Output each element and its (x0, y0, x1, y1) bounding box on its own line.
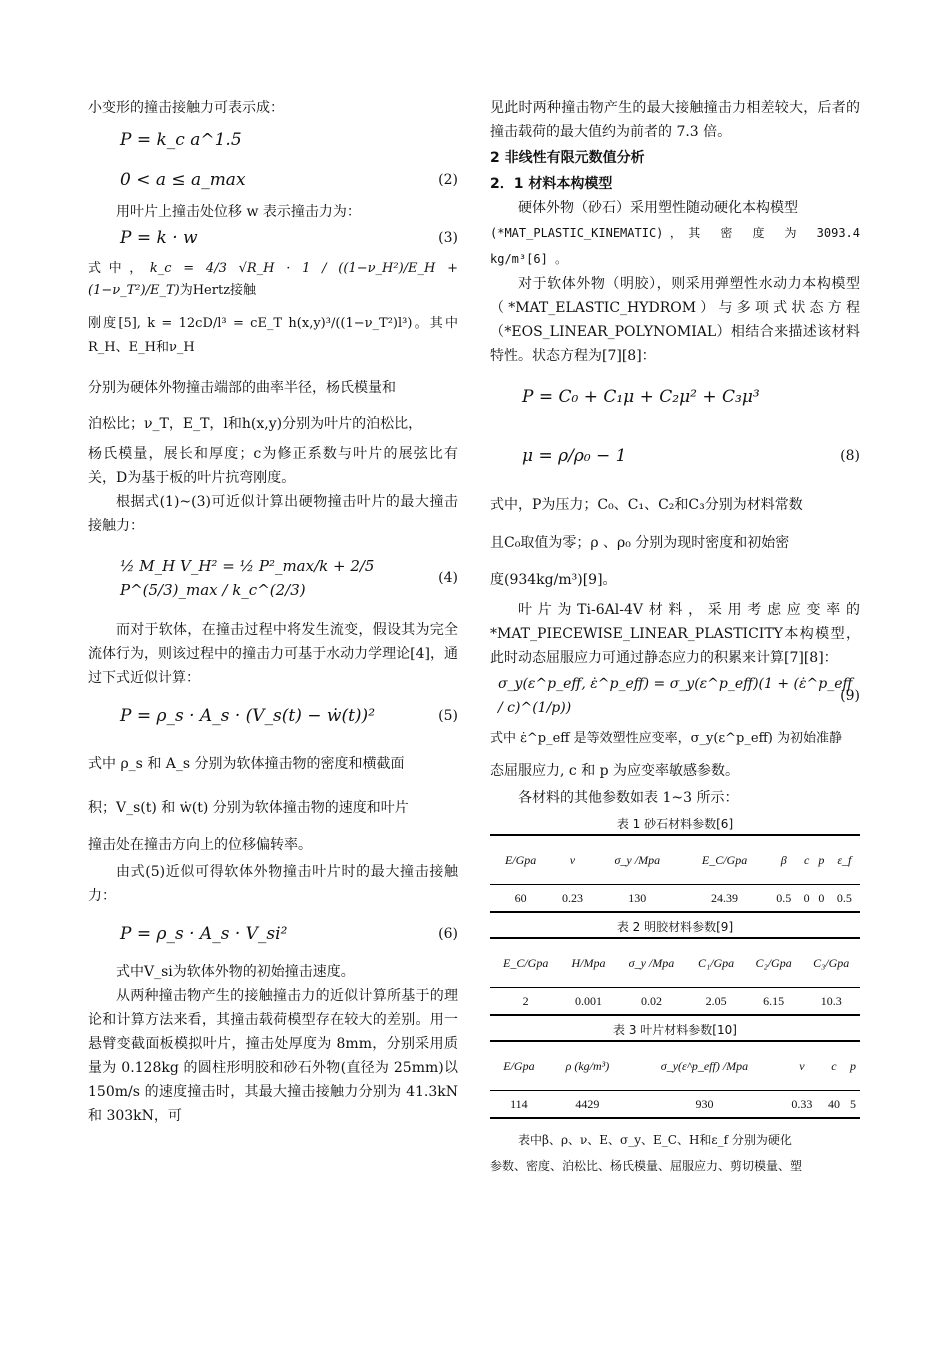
equation-number: (6) (438, 926, 458, 942)
table-cell: 2.05 (687, 988, 745, 1016)
table-cell: 114 (490, 1091, 548, 1119)
paragraph: 式中，P为压力；C₀、C₁、C₂和C₃分别为材料常数 (490, 497, 803, 513)
table-cell: 4429 (548, 1091, 627, 1119)
table-header-cell: C₁/Gpa (687, 938, 745, 988)
table-header-cell: E_C/Gpa (681, 835, 768, 885)
table-header-cell: C₂/Gpa (745, 938, 803, 988)
table-3-caption: 表 3 叶片材料参数[10] (613, 1023, 737, 1037)
equation-4: ½ M_H V_H² = ½ P²_max/k + 2/5 P^(5/3)_max / k_c^(2/3) (4) (120, 557, 458, 599)
table-cell: 130 (594, 885, 681, 913)
subsection-heading: 2．1 材料本构模型 (490, 176, 613, 192)
table-header-cell: E/Gpa (490, 835, 551, 885)
paragraph: 式中 ρ_s 和 A_s 分别为软体撞击物的密度和横截面 (88, 756, 405, 772)
table-header-cell: H/Mpa (561, 938, 615, 988)
hertz-stiffness-formula: k_c = 4/3 √R_H · 1 / ((1−ν_H²)/E_H + (1−ν_T²)/E_T) (88, 261, 458, 298)
table-cell: 0.5 (768, 885, 799, 913)
paragraph: 见此时两种撞击物产生的最大接触撞击力相差较大，后者的撞击载荷的最大值约为前者的 7.3 倍。 (490, 100, 860, 140)
section-heading: 2 非线性有限元数值分析 (490, 150, 645, 166)
paragraph: 各材料的其他参数如表 1~3 所示： (518, 790, 739, 806)
equation-5: P = ρ_s · A_s · (V_s(t) − ẇ(t))² (5) (120, 706, 458, 726)
table-header-cell: σ_y /Mpa (594, 835, 681, 885)
table-header-cell: c (822, 1041, 846, 1091)
right-column (490, 96, 860, 1179)
paragraph: 式中，k_c = 4/3 √R_H · 1 / ((1−ν_H²)/E_H + (1−ν_T²)/E_T)为Hertz接触 (88, 261, 458, 298)
paragraph: 对于软体外物（明胶），则采用弹塑性水动力本构模型（*MAT_ELASTIC_HYDROM）与多项式状态方程（*EOS_LINEAR_POLYNOMIAL）相结合来描述该材料特性。状态方程为[7][8]： (490, 276, 860, 364)
paragraph: 表中β、ρ、ν、E、σ_y、E_C、H和ε_f 分别为硬化 (518, 1133, 792, 1147)
table-cell: 24.39 (681, 885, 768, 913)
table-1 (490, 834, 860, 913)
paragraph: 且C₀取值为零；ρ 、ρ₀ 分别为现时密度和初始密 (490, 535, 790, 551)
equation-3: P = k · w (3) (120, 228, 458, 248)
table-header-cell: p (814, 835, 829, 885)
table-cell: 0 (814, 885, 829, 913)
paragraph: 度(934kg/m³)[9]。 (490, 572, 617, 588)
paragraph: 硬体外物（砂石）采用塑性随动硬化本构模型 (518, 200, 798, 216)
equation-number: (3) (438, 230, 458, 246)
table-cell: 2 (490, 988, 561, 1016)
table-cell: 0.02 (616, 988, 688, 1016)
table-header-row (490, 1041, 860, 1091)
table-1-caption: 表 1 砂石材料参数[6] (616, 817, 734, 831)
equation-number: (8) (840, 448, 860, 464)
table-header-cell: ρ (kg/m³) (548, 1041, 627, 1091)
table-cell: 10.3 (802, 988, 860, 1016)
paragraph: 参数、密度、泊松比、杨氏模量、屈服应力、剪切模量、塑 (490, 1159, 803, 1173)
equation-number: (9) (840, 688, 860, 704)
table-cell: 0 (799, 885, 814, 913)
paragraph: 叶片为Ti-6Al-4V材料，采用考虑应变率的*MAT_PIECEWISE_LINEAR_PLASTICITY本构模型，此时动态屈服应力可通过静态应力的积累来计算[7][8]： (490, 602, 860, 666)
table-cell: 930 (627, 1091, 782, 1119)
paragraph: (*MAT_PLASTIC_KINEMATIC)，其 密 度 为 3093.4 kg/m³[6] 。 (490, 226, 860, 266)
table-header-cell: c (799, 835, 814, 885)
table-header-cell: β (768, 835, 799, 885)
table-header-row (490, 835, 860, 885)
table-header-row (490, 938, 860, 988)
equation-2: 0 < a ≤ a_max (2) (120, 170, 458, 190)
table-header-cell: E/Gpa (490, 1041, 548, 1091)
table-3 (490, 1040, 860, 1119)
table-cell: 60 (490, 885, 551, 913)
left-column (88, 96, 458, 1128)
equation-1: P = k_c a^1.5 (120, 130, 242, 150)
equation-7: P = C₀ + C₁μ + C₂μ² + C₃μ³ (522, 387, 760, 407)
table-row (490, 988, 860, 1016)
table-cell: 40 (822, 1091, 846, 1119)
table-header-cell: ν (551, 835, 593, 885)
paragraph: 泊松比；ν_T，E_T，l和h(x,y)分别为叶片的泊松比， (88, 416, 423, 432)
table-header-cell: C₃/Gpa (802, 938, 860, 988)
paragraph: 积；V_s(t) 和 ẇ(t) 分别为软体撞击物的速度和叶片 (88, 800, 409, 816)
table-cell: 5 (846, 1091, 860, 1119)
table-cell: 0.23 (551, 885, 593, 913)
table-header-cell: E_C/Gpa (490, 938, 561, 988)
equation-8: μ = ρ/ρ₀ − 1 (8) (522, 446, 860, 466)
table-2-caption: 表 2 明胶材料参数[9] (616, 920, 734, 934)
table-header-cell: σ_y /Mpa (616, 938, 688, 988)
table-row (490, 1091, 860, 1119)
equation-6: P = ρ_s · A_s · V_si² (6) (120, 924, 458, 944)
paragraph: 而对于软体，在撞击过程中将发生流变，假设其为完全流体行为，则该过程中的撞击力可基于水动力学理论[4]，通过下式近似计算： (88, 622, 458, 686)
table-2 (490, 937, 860, 1016)
paragraph: 杨氏模量，展长和厚度；c为修正系数与叶片的展弦比有关，D为基于板的叶片抗弯刚度。 (88, 446, 458, 486)
table-cell: 6.15 (745, 988, 803, 1016)
paragraph: 用叶片上撞击处位移 w 表示撞击力为： (116, 204, 361, 220)
paragraph: 从两种撞击物产生的接触撞击力的近似计算所基于的理论和计算方法来看，其撞击载荷模型存在较大的差别。用一悬臂变截面板模拟叶片，撞击处厚度为 8mm，分别采用质量为 0.128kg 的圆柱形明胶和砂石外物(直径为 25mm)以 150m/s 的速度撞击时，其最大撞击接触力分别为 41.3kN 和 303kN，可 (88, 988, 458, 1124)
paragraph: 小变形的撞击接触力可表示成： (88, 100, 284, 116)
equation-number: (2) (438, 172, 458, 188)
paragraph: 式中 ε̇^p_eff 是等效塑性应变率，σ_y(ε^p_eff) 为初始准静 (490, 731, 843, 746)
paragraph: 式中V_si为软体外物的初始撞击速度。 (116, 964, 355, 980)
table-row (490, 885, 860, 913)
paragraph: 撞击处在撞击方向上的位移偏转率。 (88, 837, 312, 853)
equation-9: σ_y(ε^p_eff, ε̇^p_eff) = σ_y(ε^p_eff)(1 + (ε̇^p_eff / c)^(1/p)) (9) (498, 676, 860, 716)
equation-number: (4) (438, 570, 458, 586)
paragraph: 分别为硬体外物撞击端部的曲率半径，杨氏模量和 (88, 380, 396, 396)
paragraph: 根据式(1)~(3)可近似计算出硬物撞击叶片的最大撞击接触力： (88, 494, 458, 534)
paragraph: 由式(5)近似可得软体外物撞击叶片时的最大撞击接触力： (88, 864, 458, 904)
table-header-cell: p (846, 1041, 860, 1091)
equation-number: (5) (438, 708, 458, 724)
table-header-cell: ν (782, 1041, 822, 1091)
table-cell: 0.33 (782, 1091, 822, 1119)
table-cell: 0.5 (829, 885, 860, 913)
table-header-cell: σ_y(ε^p_eff) /Mpa (627, 1041, 782, 1091)
paragraph: 刚度[5], k = 12cD/l³ = cE_T h(x,y)³/((1−ν_T²)l³)。其中R_H、E_H和ν_H (88, 316, 458, 355)
table-cell: 0.001 (561, 988, 615, 1016)
table-header-cell: ε_f (829, 835, 860, 885)
paragraph: 态屈服应力, c 和 p 为应变率敏感参数。 (490, 763, 740, 779)
